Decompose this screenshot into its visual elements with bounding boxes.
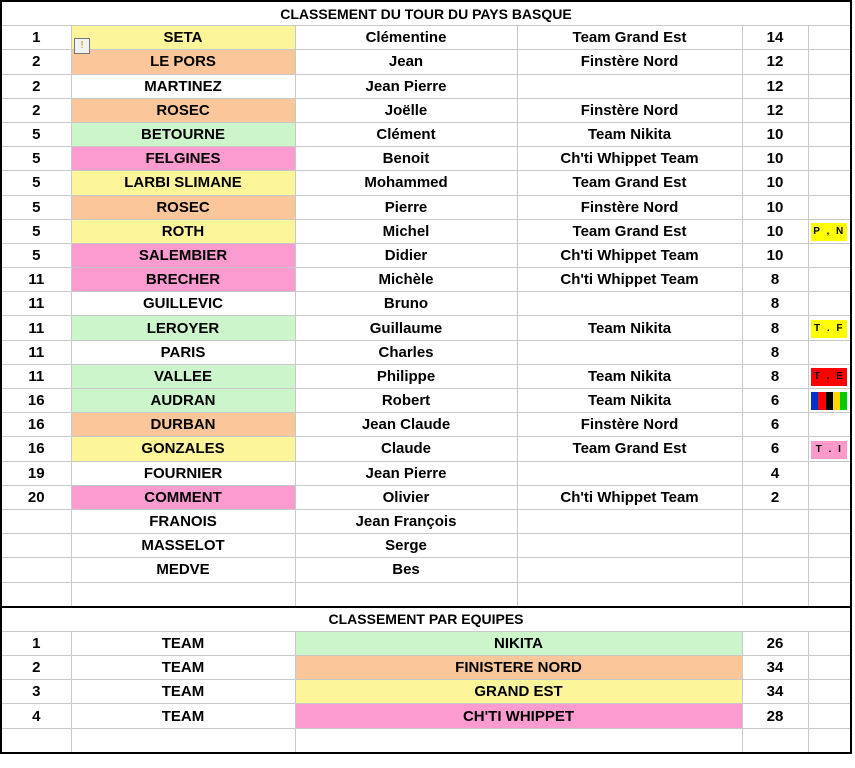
rider-row <box>1 147 851 171</box>
surname-cell[interactable]: FELGINES <box>71 147 295 171</box>
rank-cell[interactable]: 11 <box>1 364 71 388</box>
team-cell[interactable]: Team Grand Est <box>517 219 742 243</box>
rider-row <box>1 219 851 243</box>
points-cell[interactable]: 6 <box>742 389 808 413</box>
badge-cell[interactable] <box>808 292 851 316</box>
stripe <box>833 392 840 410</box>
rank-cell[interactable]: 5 <box>1 243 71 267</box>
stripe <box>826 392 833 410</box>
rank-cell[interactable]: 11 <box>1 316 71 340</box>
jersey-badge: T . E <box>811 368 847 386</box>
team-name-cell[interactable]: CH'TI WHIPPET <box>295 704 742 728</box>
firstname-cell[interactable]: Clément <box>295 122 517 146</box>
rider-row <box>1 122 851 146</box>
points-cell[interactable]: 2 <box>742 485 808 509</box>
rider-row <box>1 437 851 461</box>
rider-row <box>1 26 851 50</box>
team-name-cell[interactable]: NIKITA <box>295 631 742 655</box>
empty-cell[interactable] <box>71 728 295 753</box>
firstname-cell[interactable]: Bes <box>295 558 517 582</box>
team-cell[interactable]: Team Grand Est <box>517 437 742 461</box>
rank-cell[interactable] <box>1 534 71 558</box>
badge-cell[interactable] <box>808 147 851 171</box>
team-cell[interactable]: Team Grand Est <box>517 26 742 50</box>
firstname-cell[interactable]: Guillaume <box>295 316 517 340</box>
team-points-cell[interactable]: 34 <box>742 680 808 704</box>
team-points-cell[interactable]: 26 <box>742 631 808 655</box>
badge-cell[interactable] <box>808 268 851 292</box>
rank-cell[interactable]: 16 <box>1 437 71 461</box>
empty-cell[interactable] <box>742 582 808 607</box>
points-cell[interactable]: 6 <box>742 413 808 437</box>
title-row <box>1 1 851 26</box>
surname-cell[interactable]: FOURNIER <box>71 461 295 485</box>
rider-row <box>1 340 851 364</box>
firstname-cell[interactable]: Jean Pierre <box>295 74 517 98</box>
points-cell[interactable]: 8 <box>742 292 808 316</box>
empty-cell[interactable] <box>1 582 71 607</box>
rank-cell[interactable]: 2 <box>1 98 71 122</box>
points-cell[interactable]: 12 <box>742 74 808 98</box>
points-cell[interactable]: 10 <box>742 171 808 195</box>
firstname-cell[interactable]: Serge <box>295 534 517 558</box>
team-extra-cell[interactable] <box>808 704 851 728</box>
rider-row <box>1 316 851 340</box>
rider-row <box>1 243 851 267</box>
rank-cell[interactable] <box>1 509 71 533</box>
stripe <box>811 392 818 410</box>
badge-cell[interactable] <box>808 437 851 461</box>
firstname-cell[interactable]: Jean François <box>295 509 517 533</box>
surname-cell[interactable]: LEROYER <box>71 316 295 340</box>
surname-cell[interactable]: DURBAN <box>71 413 295 437</box>
team-cell[interactable]: Ch'ti Whippet Team <box>517 147 742 171</box>
surname-cell[interactable]: ROSEC <box>71 195 295 219</box>
team-cell[interactable]: Ch'ti Whippet Team <box>517 485 742 509</box>
badge-cell[interactable] <box>808 340 851 364</box>
points-cell[interactable]: 10 <box>742 195 808 219</box>
team-cell[interactable]: Ch'ti Whippet Team <box>517 268 742 292</box>
rider-row <box>1 389 851 413</box>
rank-cell[interactable]: 16 <box>1 413 71 437</box>
firstname-cell[interactable]: Jean Pierre <box>295 461 517 485</box>
team-label-cell[interactable]: TEAM <box>71 656 295 680</box>
firstname-cell[interactable]: Pierre <box>295 195 517 219</box>
points-cell[interactable]: 4 <box>742 461 808 485</box>
rider-row <box>1 364 851 388</box>
badge-cell[interactable] <box>808 26 851 50</box>
team-title[interactable]: CLASSEMENT PAR EQUIPES <box>1 607 851 632</box>
jersey-badge: T . F <box>811 320 847 338</box>
surname-cell[interactable]: BETOURNE <box>71 122 295 146</box>
points-cell[interactable]: 8 <box>742 340 808 364</box>
surname-cell[interactable]: MASSELOT <box>71 534 295 558</box>
firstname-cell[interactable]: Philippe <box>295 364 517 388</box>
team-cell[interactable]: Team Nikita <box>517 316 742 340</box>
warning-icon[interactable]: ! <box>74 38 90 54</box>
team-cell[interactable]: Finstère Nord <box>517 50 742 74</box>
team-points-cell[interactable]: 28 <box>742 704 808 728</box>
firstname-cell[interactable]: Charles <box>295 340 517 364</box>
empty-cell[interactable] <box>808 728 851 753</box>
jersey-badge: P , N <box>811 223 847 241</box>
rank-cell[interactable]: 2 <box>1 74 71 98</box>
surname-cell[interactable]: ROSEC <box>71 98 295 122</box>
points-cell[interactable]: 10 <box>742 147 808 171</box>
firstname-cell[interactable]: Didier <box>295 243 517 267</box>
team-name-cell[interactable]: GRAND EST <box>295 680 742 704</box>
firstname-cell[interactable]: Benoit <box>295 147 517 171</box>
surname-cell[interactable]: LARBI SLIMANE <box>71 171 295 195</box>
team-row <box>1 680 851 704</box>
surname-cell[interactable]: SETA <box>71 26 295 50</box>
surname-cell[interactable]: ROTH <box>71 219 295 243</box>
badge-cell[interactable] <box>808 558 851 582</box>
firstname-cell[interactable]: Claude <box>295 437 517 461</box>
team-cell[interactable]: Finstère Nord <box>517 195 742 219</box>
team-row <box>1 704 851 728</box>
points-cell[interactable] <box>742 534 808 558</box>
team-cell[interactable]: Team Nikita <box>517 389 742 413</box>
sheet-title[interactable]: CLASSEMENT DU TOUR DU PAYS BASQUE <box>1 1 851 26</box>
firstname-cell[interactable]: Robert <box>295 389 517 413</box>
rider-row <box>1 413 851 437</box>
team-cell[interactable] <box>517 74 742 98</box>
points-cell[interactable]: 10 <box>742 122 808 146</box>
rider-row <box>1 509 851 533</box>
firstname-cell[interactable]: Jean <box>295 50 517 74</box>
points-cell[interactable]: 12 <box>742 98 808 122</box>
team-rank-cell[interactable]: 4 <box>1 704 71 728</box>
firstname-cell[interactable]: Joëlle <box>295 98 517 122</box>
team-name-cell[interactable]: FINISTERE NORD <box>295 656 742 680</box>
badge-cell[interactable] <box>808 50 851 74</box>
empty-row <box>1 582 851 607</box>
team-points-cell[interactable]: 34 <box>742 656 808 680</box>
team-title-row <box>1 607 851 632</box>
rider-row <box>1 171 851 195</box>
team-label-cell[interactable]: TEAM <box>71 680 295 704</box>
points-cell[interactable]: 8 <box>742 316 808 340</box>
surname-cell[interactable]: BRECHER <box>71 268 295 292</box>
stripe <box>818 392 825 410</box>
team-cell[interactable]: Ch'ti Whippet Team <box>517 243 742 267</box>
team-cell[interactable]: Finstère Nord <box>517 413 742 437</box>
badge-cell[interactable] <box>808 316 851 340</box>
rider-row <box>1 74 851 98</box>
badge-cell[interactable] <box>808 509 851 533</box>
rank-cell[interactable]: 2 <box>1 50 71 74</box>
rank-cell[interactable]: 5 <box>1 122 71 146</box>
surname-cell[interactable]: COMMENT <box>71 485 295 509</box>
surname-cell[interactable]: AUDRAN <box>71 389 295 413</box>
points-cell[interactable]: 10 <box>742 219 808 243</box>
badge-cell[interactable] <box>808 243 851 267</box>
rank-cell[interactable]: 19 <box>1 461 71 485</box>
empty-row <box>1 728 851 753</box>
rider-row <box>1 461 851 485</box>
team-cell[interactable]: Team Nikita <box>517 364 742 388</box>
badge-cell[interactable] <box>808 74 851 98</box>
team-extra-cell[interactable] <box>808 680 851 704</box>
rider-row <box>1 292 851 316</box>
empty-cell[interactable] <box>808 582 851 607</box>
surname-cell[interactable]: GONZALES <box>71 437 295 461</box>
surname-cell[interactable]: LE PORS <box>71 50 295 74</box>
badge-cell[interactable] <box>808 171 851 195</box>
team-label-cell[interactable]: TEAM <box>71 631 295 655</box>
team-cell[interactable] <box>517 340 742 364</box>
badge-cell[interactable] <box>808 122 851 146</box>
badge-cell[interactable] <box>808 413 851 437</box>
rank-cell[interactable]: 5 <box>1 195 71 219</box>
team-row <box>1 656 851 680</box>
rank-cell[interactable] <box>1 558 71 582</box>
team-cell[interactable]: Finstère Nord <box>517 98 742 122</box>
empty-cell[interactable] <box>295 582 517 607</box>
badge-cell[interactable] <box>808 195 851 219</box>
rider-row <box>1 195 851 219</box>
rider-row <box>1 50 851 74</box>
rank-cell[interactable]: 11 <box>1 292 71 316</box>
surname-cell[interactable]: MARTINEZ <box>71 74 295 98</box>
points-cell[interactable] <box>742 509 808 533</box>
team-rank-cell[interactable]: 1 <box>1 631 71 655</box>
badge-cell[interactable] <box>808 485 851 509</box>
rider-row <box>1 485 851 509</box>
badge-cell[interactable] <box>808 461 851 485</box>
surname-cell[interactable]: VALLEE <box>71 364 295 388</box>
team-cell[interactable]: Team Nikita <box>517 122 742 146</box>
rank-cell[interactable]: 5 <box>1 219 71 243</box>
points-cell[interactable]: 8 <box>742 268 808 292</box>
firstname-cell[interactable]: Bruno <box>295 292 517 316</box>
jersey-badge: T . I <box>811 441 847 459</box>
firstname-cell[interactable]: Michèle <box>295 268 517 292</box>
rider-row <box>1 98 851 122</box>
empty-cell[interactable] <box>71 582 295 607</box>
firstname-cell[interactable]: Clémentine <box>295 26 517 50</box>
firstname-cell[interactable]: Mohammed <box>295 171 517 195</box>
empty-cell[interactable] <box>1 728 71 753</box>
surname-cell[interactable]: MEDVE <box>71 558 295 582</box>
team-cell[interactable] <box>517 461 742 485</box>
team-extra-cell[interactable] <box>808 631 851 655</box>
rider-row <box>1 268 851 292</box>
empty-cell[interactable] <box>295 728 742 753</box>
rank-cell[interactable]: 11 <box>1 268 71 292</box>
surname-cell[interactable]: GUILLEVIC <box>71 292 295 316</box>
rank-cell[interactable]: 11 <box>1 340 71 364</box>
team-label-cell[interactable]: TEAM <box>71 704 295 728</box>
empty-cell[interactable] <box>742 728 808 753</box>
badge-cell[interactable] <box>808 98 851 122</box>
rank-cell[interactable]: 5 <box>1 147 71 171</box>
points-cell[interactable]: 10 <box>742 243 808 267</box>
surname-cell[interactable]: FRANOIS <box>71 509 295 533</box>
surname-cell[interactable]: SALEMBIER <box>71 243 295 267</box>
badge-cell[interactable] <box>808 389 851 413</box>
rank-cell[interactable]: 20 <box>1 485 71 509</box>
team-cell[interactable] <box>517 509 742 533</box>
rider-row <box>1 534 851 558</box>
team-rank-cell[interactable]: 2 <box>1 656 71 680</box>
surname-cell[interactable]: PARIS <box>71 340 295 364</box>
points-cell[interactable]: 12 <box>742 50 808 74</box>
team-cell[interactable] <box>517 292 742 316</box>
rank-cell[interactable]: 1 <box>1 26 71 50</box>
striped-jersey-icon <box>811 392 847 410</box>
firstname-cell[interactable]: Jean Claude <box>295 413 517 437</box>
team-cell[interactable] <box>517 558 742 582</box>
team-cell[interactable] <box>517 534 742 558</box>
empty-cell[interactable] <box>517 582 742 607</box>
rank-cell[interactable]: 16 <box>1 389 71 413</box>
rider-row <box>1 558 851 582</box>
team-rank-cell[interactable]: 3 <box>1 680 71 704</box>
badge-cell[interactable] <box>808 534 851 558</box>
stripe <box>840 392 847 410</box>
points-cell[interactable] <box>742 558 808 582</box>
team-cell[interactable]: Team Grand Est <box>517 171 742 195</box>
rank-cell[interactable]: 5 <box>1 171 71 195</box>
firstname-cell[interactable]: Michel <box>295 219 517 243</box>
points-cell[interactable]: 6 <box>742 437 808 461</box>
team-extra-cell[interactable] <box>808 656 851 680</box>
firstname-cell[interactable]: Olivier <box>295 485 517 509</box>
badge-cell[interactable] <box>808 219 851 243</box>
badge-cell[interactable] <box>808 364 851 388</box>
points-cell[interactable]: 8 <box>742 364 808 388</box>
team-row <box>1 631 851 655</box>
points-cell[interactable]: 14 <box>742 26 808 50</box>
